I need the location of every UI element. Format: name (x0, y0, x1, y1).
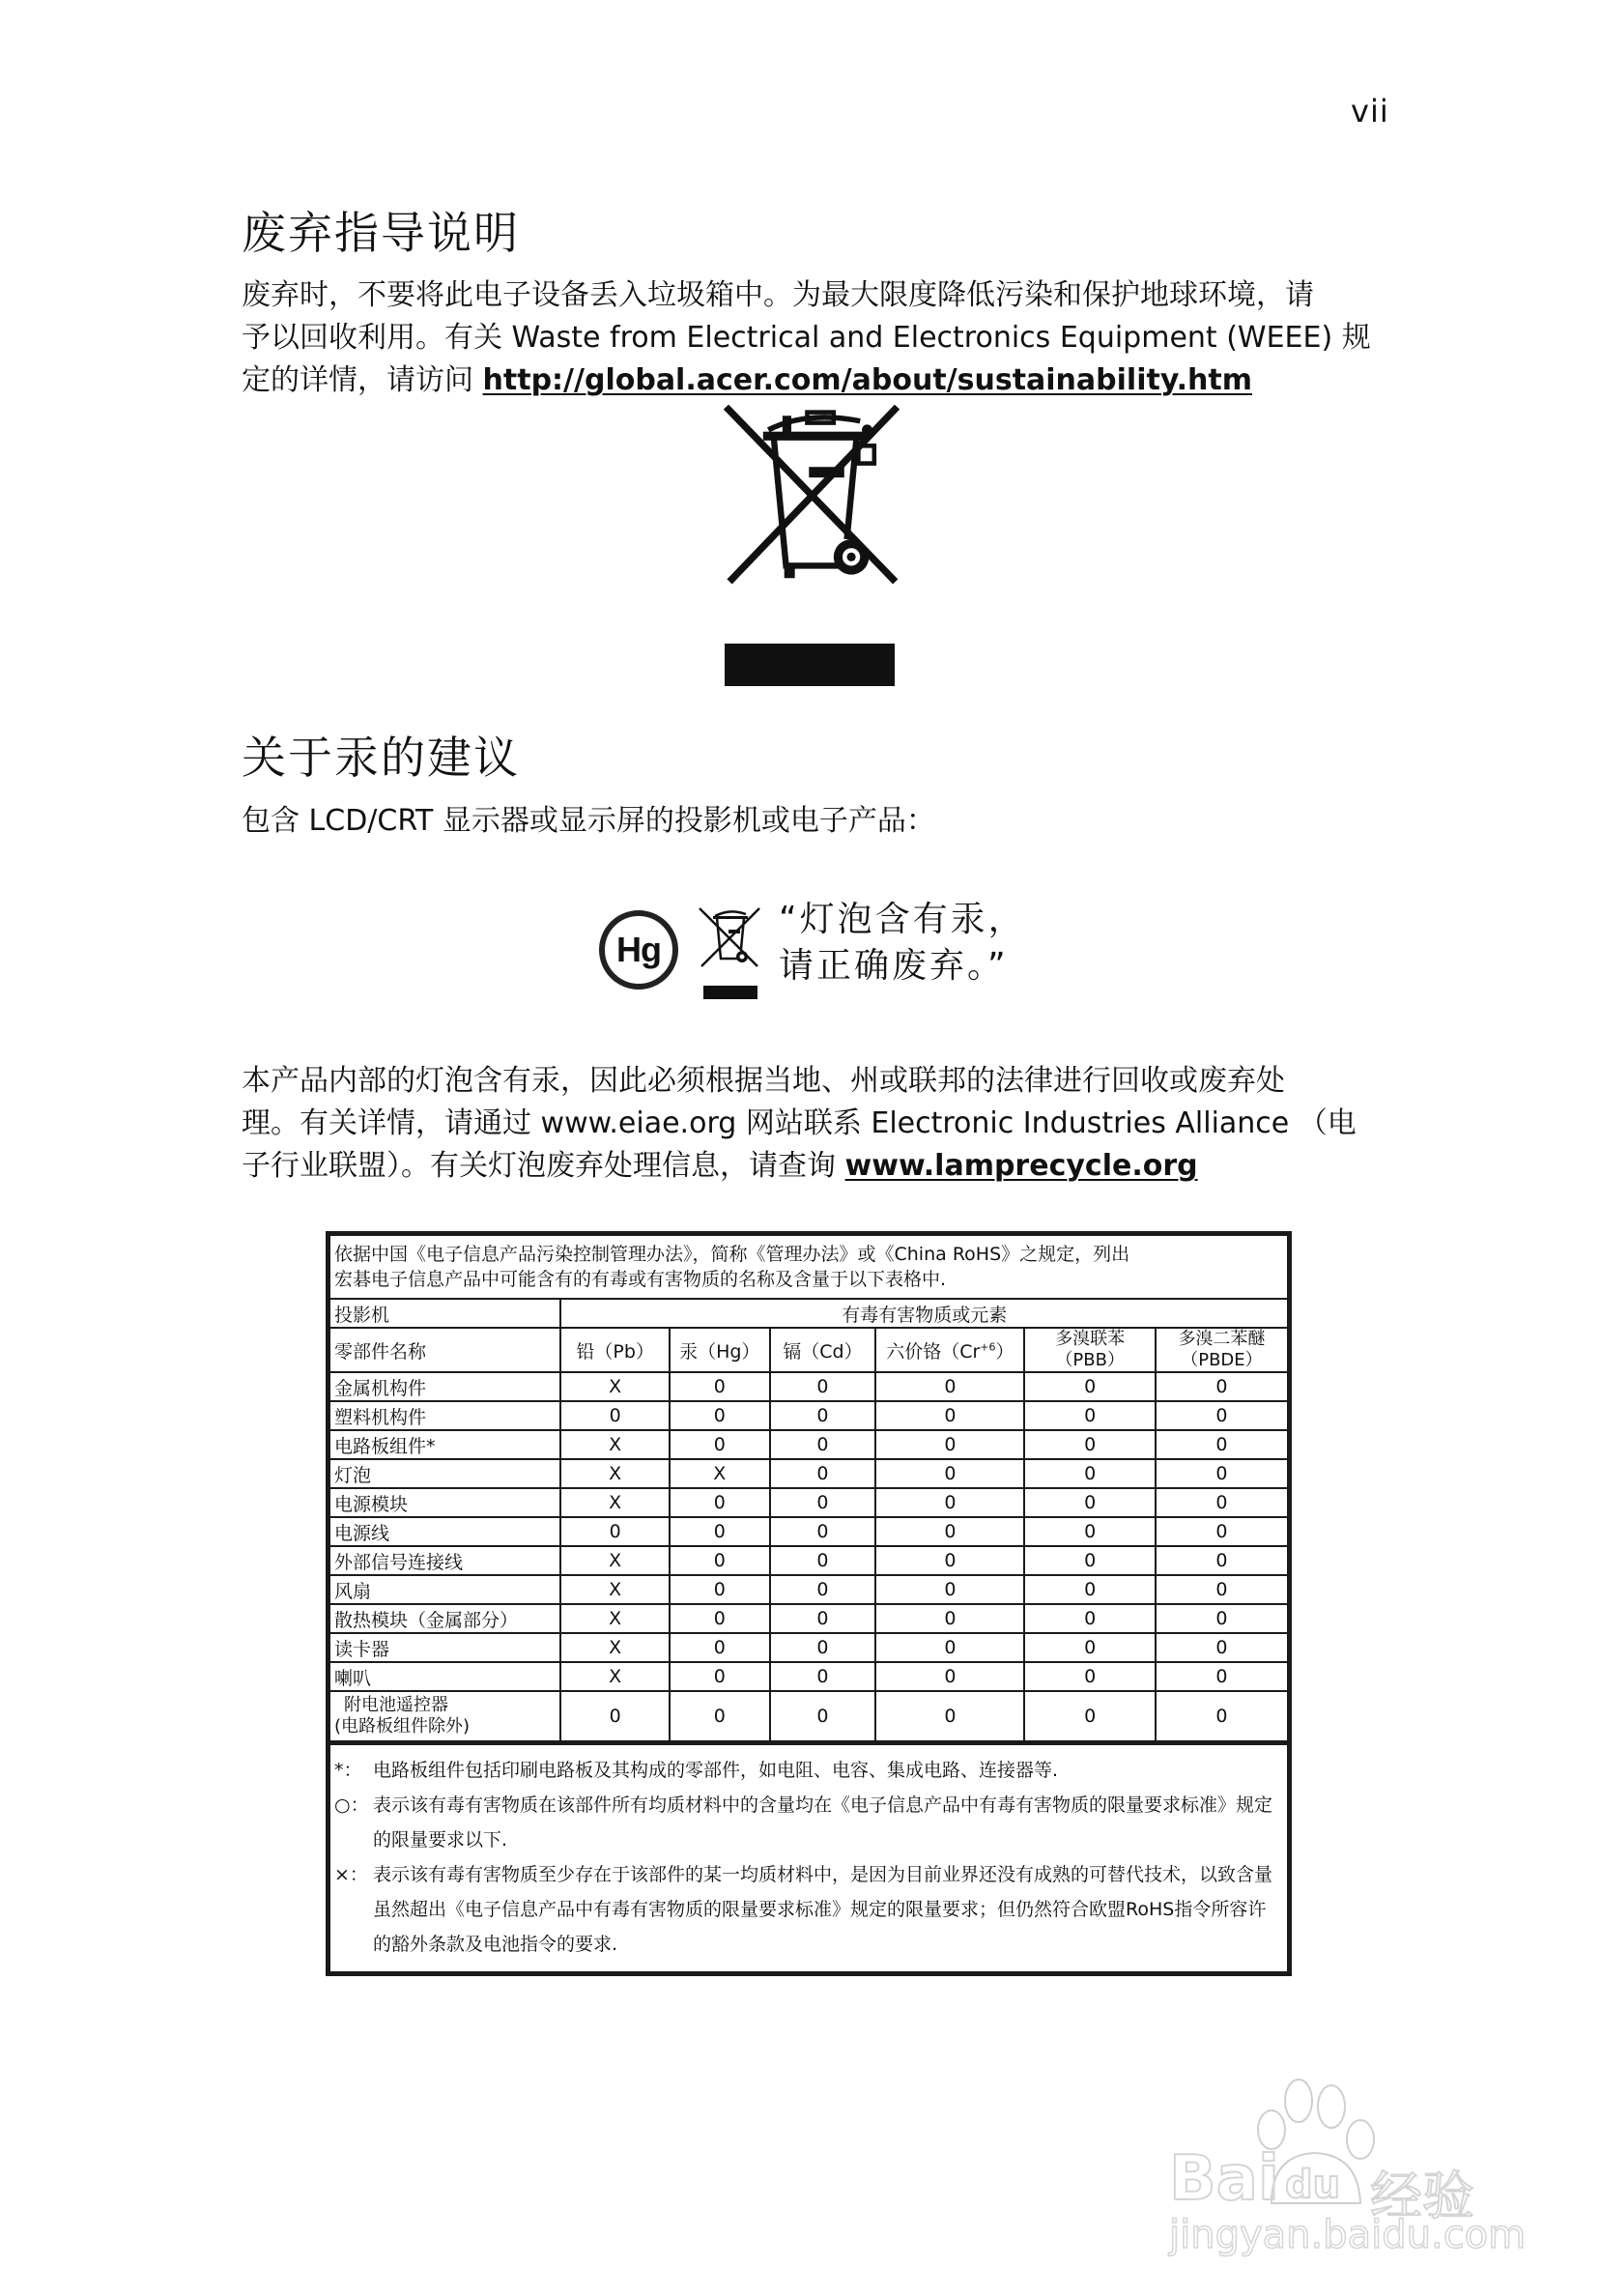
mercury-body-line-2: 理。有关详情，请通过 www.eiae.org 网站联系 Electronic Industries Alliance （电 (242, 1106, 1357, 1140)
mercury-body-line-3-prefix: 子行业联盟）。有关灯泡废弃处理信息，请查询 (242, 1149, 845, 1183)
cell-cr6: 0 (875, 1372, 1024, 1401)
cell-pb: X (560, 1546, 670, 1575)
col-header-pbb (1024, 1328, 1155, 1372)
note-mark: *： (334, 1760, 362, 1781)
cell-pb: X (560, 1430, 670, 1459)
product-label: 投影机 (329, 1299, 561, 1328)
table-row (329, 1459, 1290, 1488)
cr6-superscript: +6 (980, 1340, 996, 1354)
cell-pb: 0 (560, 1401, 670, 1430)
weee-body-line-2: 予以回收利用。有关 Waste from Electrical and Electronics Equipment (WEEE) 规 (242, 321, 1371, 355)
cell-pb: X (560, 1633, 670, 1662)
part-name: 电源线 (329, 1517, 561, 1546)
part-name (329, 1691, 561, 1743)
cell-cr6: 0 (875, 1517, 1024, 1546)
cell-pbde: 0 (1156, 1488, 1290, 1517)
cell-hg: 0 (670, 1604, 770, 1633)
cell-cr6: 0 (875, 1691, 1024, 1743)
note-cross (334, 1857, 1283, 1962)
cell-pbb: 0 (1024, 1372, 1155, 1401)
watermark-url: jingyan.baidu.com (1169, 2213, 1527, 2257)
part-name-sub: (电路板组件除外) (334, 1716, 471, 1736)
weee-solid-bar (725, 644, 895, 686)
table-row (329, 1575, 1290, 1604)
col-header-cr6 (875, 1328, 1024, 1372)
table-row (329, 1401, 1290, 1430)
cell-hg: 0 (670, 1488, 770, 1517)
rohs-intro (329, 1234, 1290, 1300)
cell-cd: 0 (770, 1575, 876, 1604)
part-name: 外部信号连接线 (329, 1546, 561, 1575)
watermark-du: du (1285, 2163, 1341, 2207)
cell-pb: 0 (560, 1691, 670, 1743)
watermark-brand: Bai (1169, 2143, 1279, 2215)
table-row (329, 1604, 1290, 1633)
mercury-intro: 包含 LCD/CRT 显示器或显示屏的投影机或电子产品： (242, 804, 935, 838)
table-row (329, 1691, 1290, 1743)
hg-mercury-icon (599, 910, 678, 990)
cell-cr6: 0 (875, 1546, 1024, 1575)
cell-pbde: 0 (1156, 1575, 1290, 1604)
cell-hg: 0 (670, 1575, 770, 1604)
pbde-abbr: （PBDE） (1181, 1350, 1263, 1370)
cell-pbb: 0 (1024, 1575, 1155, 1604)
mercury-body (242, 1060, 1382, 1188)
col-header-pb: 铅（Pb） (560, 1328, 670, 1372)
pbb-name: 多溴联苯 (1055, 1329, 1126, 1349)
cell-cr6: 0 (875, 1488, 1024, 1517)
quote-line-1: “灯泡含有汞， (779, 900, 1026, 939)
cell-pbde: 0 (1156, 1401, 1290, 1430)
cell-pbde: 0 (1156, 1633, 1290, 1662)
cell-pbb: 0 (1024, 1488, 1155, 1517)
cell-cr6: 0 (875, 1575, 1024, 1604)
cell-pb: X (560, 1488, 670, 1517)
cell-cr6: 0 (875, 1633, 1024, 1662)
table-row (329, 1517, 1290, 1546)
cell-pbb: 0 (1024, 1662, 1155, 1691)
part-name: 风扇 (329, 1575, 561, 1604)
part-name-header: 零部件名称 (329, 1328, 561, 1372)
note-text: 电路板组件包括印刷电路板及其构成的零部件，如电阻、电容、集成电路、连接器等. (373, 1760, 1059, 1781)
cell-pbb: 0 (1024, 1459, 1155, 1488)
cell-cr6: 0 (875, 1662, 1024, 1691)
cell-pbb: 0 (1024, 1691, 1155, 1743)
cell-pbb: 0 (1024, 1604, 1155, 1633)
rohs-intro-line-1: 依据中国《电子信息产品污染控制管理办法》，简称《管理办法》或《China RoHS》之规定，列出 (334, 1244, 1130, 1265)
cell-cr6: 0 (875, 1430, 1024, 1459)
mercury-body-line-1: 本产品内部的灯泡含有汞，因此必须根据当地、州或联邦的法律进行回收或废弃处 (242, 1064, 1285, 1098)
note-text: 表示该有毒有害物质至少存在于该部件的某一均质材料中，是因为目前业界还没有成熟的可替代技术，以致含量虽然超出《电子信息产品中有毒有害物质的限量要求标准》规定的限量要求；但仍然符合欧盟RoHS指令所容许的豁外条款及电池指令的要求. (373, 1864, 1273, 1955)
small-crossed-bin-icon (698, 906, 761, 970)
part-name: 散热模块（金属部分） (329, 1604, 561, 1633)
cell-hg: 0 (670, 1546, 770, 1575)
cell-cd: 0 (770, 1691, 876, 1743)
crossed-out-wheelie-bin-icon (710, 398, 913, 601)
cr6-close: ） (995, 1340, 1014, 1363)
cell-pbde: 0 (1156, 1430, 1290, 1459)
cell-cd: 0 (770, 1459, 876, 1488)
part-name: 喇叭 (329, 1662, 561, 1691)
table-row (329, 1430, 1290, 1459)
cell-cd: 0 (770, 1401, 876, 1430)
note-text: 表示该有毒有害物质在该部件所有均质材料中的含量均在《电子信息产品中有毒有害物质的限量要求标准》规定的限量要求以下. (373, 1794, 1273, 1851)
cell-hg: 0 (670, 1662, 770, 1691)
lamprecycle-link[interactable]: www.lamprecycle.org (844, 1149, 1198, 1183)
china-rohs-table (326, 1231, 1292, 1976)
page-number: vii (1351, 93, 1389, 129)
cell-cr6: 0 (875, 1401, 1024, 1430)
cell-cr6: 0 (875, 1459, 1024, 1488)
col-header-hg: 汞（Hg） (670, 1328, 770, 1372)
cell-hg: 0 (670, 1372, 770, 1401)
cell-pb: X (560, 1662, 670, 1691)
part-name-main: 附电池遥控器 (344, 1695, 448, 1715)
part-name: 金属机构件 (329, 1372, 561, 1401)
table-row (329, 1633, 1290, 1662)
part-name: 灯泡 (329, 1459, 561, 1488)
mercury-body-line-3 (242, 1145, 1382, 1188)
cell-cd: 0 (770, 1517, 876, 1546)
cell-pb: X (560, 1459, 670, 1488)
cell-cd: 0 (770, 1430, 876, 1459)
table-row (329, 1546, 1290, 1575)
substances-header: 有毒有害物质或元素 (560, 1299, 1289, 1328)
table-row (329, 1372, 1290, 1401)
weee-body-line-3 (242, 359, 1382, 402)
cell-pb: X (560, 1372, 670, 1401)
cell-hg: 0 (670, 1517, 770, 1546)
cell-cd: 0 (770, 1633, 876, 1662)
cell-cd: 0 (770, 1488, 876, 1517)
mercury-warning-quote (779, 897, 1026, 990)
rohs-intro-line-2: 宏碁电子信息产品中可能含有的有毒或有害物质的名称及含量于以下表格中. (334, 1269, 947, 1290)
small-solid-bar (703, 986, 757, 999)
cell-pbb: 0 (1024, 1401, 1155, 1430)
note-circle (334, 1788, 1283, 1857)
weee-section-body (242, 274, 1382, 402)
cell-hg: 0 (670, 1430, 770, 1459)
cell-pbb: 0 (1024, 1430, 1155, 1459)
note-asterisk (334, 1753, 1283, 1788)
quote-line-2: 请正确废弃。” (779, 946, 1009, 986)
col-header-cd: 镉（Cd） (770, 1328, 876, 1372)
cell-pbde: 0 (1156, 1459, 1290, 1488)
cr6-label: 六价铬（Cr (886, 1340, 981, 1363)
cell-pbb: 0 (1024, 1546, 1155, 1575)
weee-body-line-3-prefix: 定的详情，请访问 (242, 363, 483, 397)
cell-hg: 0 (670, 1691, 770, 1743)
note-mark: ○： (334, 1794, 369, 1816)
cell-hg: 0 (670, 1633, 770, 1662)
hg-label: Hg (616, 930, 661, 969)
cell-pbde: 0 (1156, 1691, 1290, 1743)
cell-cr6: 0 (875, 1604, 1024, 1633)
pbb-abbr: （PBB） (1055, 1350, 1125, 1370)
cell-pbde: 0 (1156, 1372, 1290, 1401)
acer-sustainability-link[interactable]: http://global.acer.com/about/sustainability.htm (482, 363, 1252, 397)
cell-pbde: 0 (1156, 1604, 1290, 1633)
cell-pbb: 0 (1024, 1633, 1155, 1662)
pbde-name: 多溴二苯醚 (1178, 1329, 1266, 1349)
cell-pbde: 0 (1156, 1546, 1290, 1575)
cell-cd: 0 (770, 1662, 876, 1691)
baidu-jingyan-watermark (1136, 2058, 1527, 2257)
cell-hg: X (670, 1459, 770, 1488)
weee-body-line-1: 废弃时，不要将此电子设备丢入垃圾箱中。为最大限度降低污染和保护地球环境，请 (242, 278, 1314, 312)
table-row (329, 1662, 1290, 1691)
cell-pb: X (560, 1575, 670, 1604)
column-header-row (329, 1328, 1290, 1372)
cell-pbde: 0 (1156, 1517, 1290, 1546)
weee-section-title: 废弃指导说明 (242, 207, 520, 259)
mercury-section-title: 关于汞的建议 (242, 732, 520, 784)
col-header-pbde (1156, 1328, 1290, 1372)
note-mark: ×： (334, 1864, 368, 1885)
cell-pb: 0 (560, 1517, 670, 1546)
cell-cd: 0 (770, 1546, 876, 1575)
watermark-cn: 经验 (1370, 2166, 1474, 2226)
part-name: 读卡器 (329, 1633, 561, 1662)
cell-pbb: 0 (1024, 1517, 1155, 1546)
cell-pb: X (560, 1604, 670, 1633)
cell-cd: 0 (770, 1372, 876, 1401)
table-row (329, 1488, 1290, 1517)
rohs-notes (329, 1743, 1290, 1974)
part-name: 电源模块 (329, 1488, 561, 1517)
cell-cd: 0 (770, 1604, 876, 1633)
cell-hg: 0 (670, 1401, 770, 1430)
part-name: 塑料机构件 (329, 1401, 561, 1430)
cell-pbde: 0 (1156, 1662, 1290, 1691)
part-name: 电路板组件* (329, 1430, 561, 1459)
